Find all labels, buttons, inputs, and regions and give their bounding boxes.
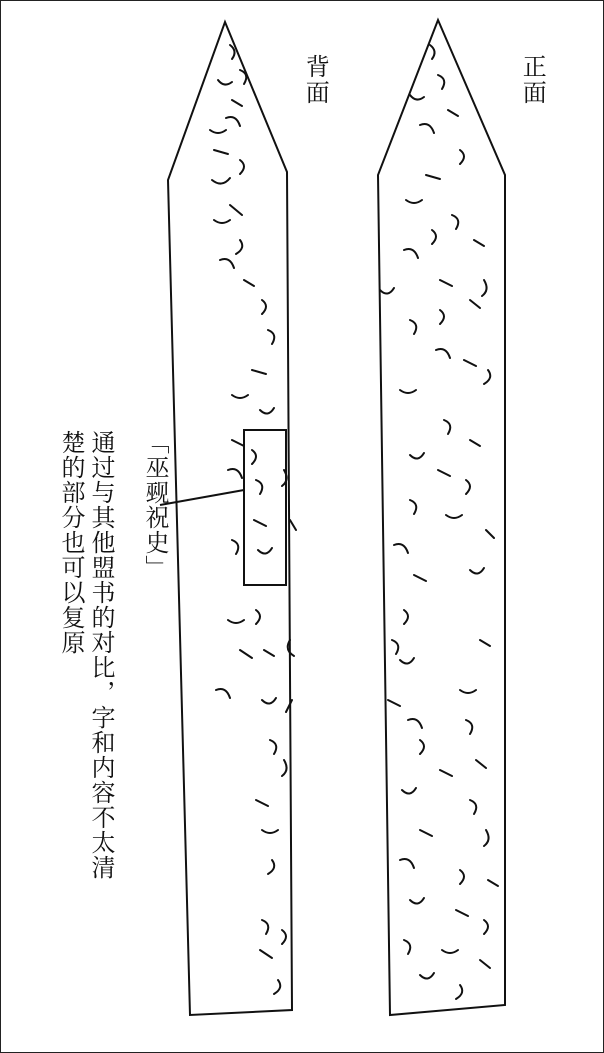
back-side-label: 背面	[301, 54, 330, 106]
leader-line	[160, 490, 244, 505]
front-side-label: 正面	[518, 54, 547, 106]
annotation-term: 「巫觋祝史」	[141, 430, 169, 580]
front-inscription-strokes	[380, 45, 498, 999]
highlight-box	[244, 430, 286, 585]
annotation-body: 通过与其他盟书的对比，字和内容不太清楚的部分也可以复原	[57, 430, 115, 880]
back-inscription-strokes	[210, 45, 296, 994]
front-tablet-outline	[378, 20, 505, 1015]
